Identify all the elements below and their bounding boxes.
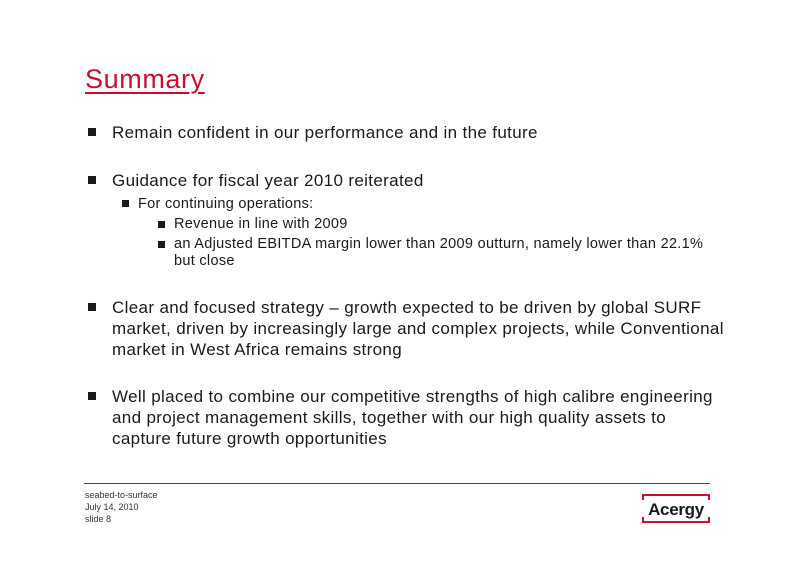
bullet-item	[86, 386, 726, 449]
sub-sub-bullet-item	[86, 216, 726, 233]
square-bullet-icon	[158, 221, 165, 228]
sub-sub-bullet-item	[86, 236, 726, 270]
square-bullet-icon	[158, 241, 165, 248]
square-bullet-icon	[88, 392, 96, 400]
sub-bullet-item	[86, 195, 726, 213]
bullet-item	[86, 297, 726, 360]
acergy-logo	[642, 494, 710, 524]
footer-date: July 14, 2010	[85, 502, 139, 512]
bullet-text: Well placed to combine our competitive strengths of high calibre engineering and project management skills, together with our high quality assets to capture future growth opportunities	[112, 387, 713, 448]
sub-sub-bullet-text: an Adjusted EBITDA margin lower than 2009 outturn, namely lower than 22.1% but close	[174, 236, 704, 269]
footer	[85, 489, 158, 525]
bullet-text: Clear and focused strategy – growth expected to be driven by global SURF market, driven by increasingly large and complex projects, while Conventional market in West Africa remains strong	[112, 298, 724, 359]
bullet-list	[86, 122, 726, 449]
footer-divider	[84, 483, 710, 484]
square-bullet-icon	[122, 200, 129, 207]
square-bullet-icon	[88, 128, 96, 136]
bullet-item	[86, 122, 726, 143]
bullet-item	[86, 170, 726, 191]
bullet-text: Remain confident in our performance and in the future	[112, 123, 538, 142]
sub-bullet-text: For continuing operations:	[138, 196, 314, 212]
square-bullet-icon	[88, 303, 96, 311]
logo-wordmark: Acergy	[648, 500, 704, 519]
acergy-logo-icon	[642, 494, 710, 524]
footer-slide-number: slide 8	[85, 514, 112, 524]
footer-tagline: seabed-to-surface	[85, 490, 158, 500]
square-bullet-icon	[88, 176, 96, 184]
sub-sub-bullet-text: Revenue in line with 2009	[174, 216, 348, 232]
bullet-text: Guidance for fiscal year 2010 reiterated	[112, 171, 424, 190]
slide-title: Summary	[85, 64, 205, 94]
